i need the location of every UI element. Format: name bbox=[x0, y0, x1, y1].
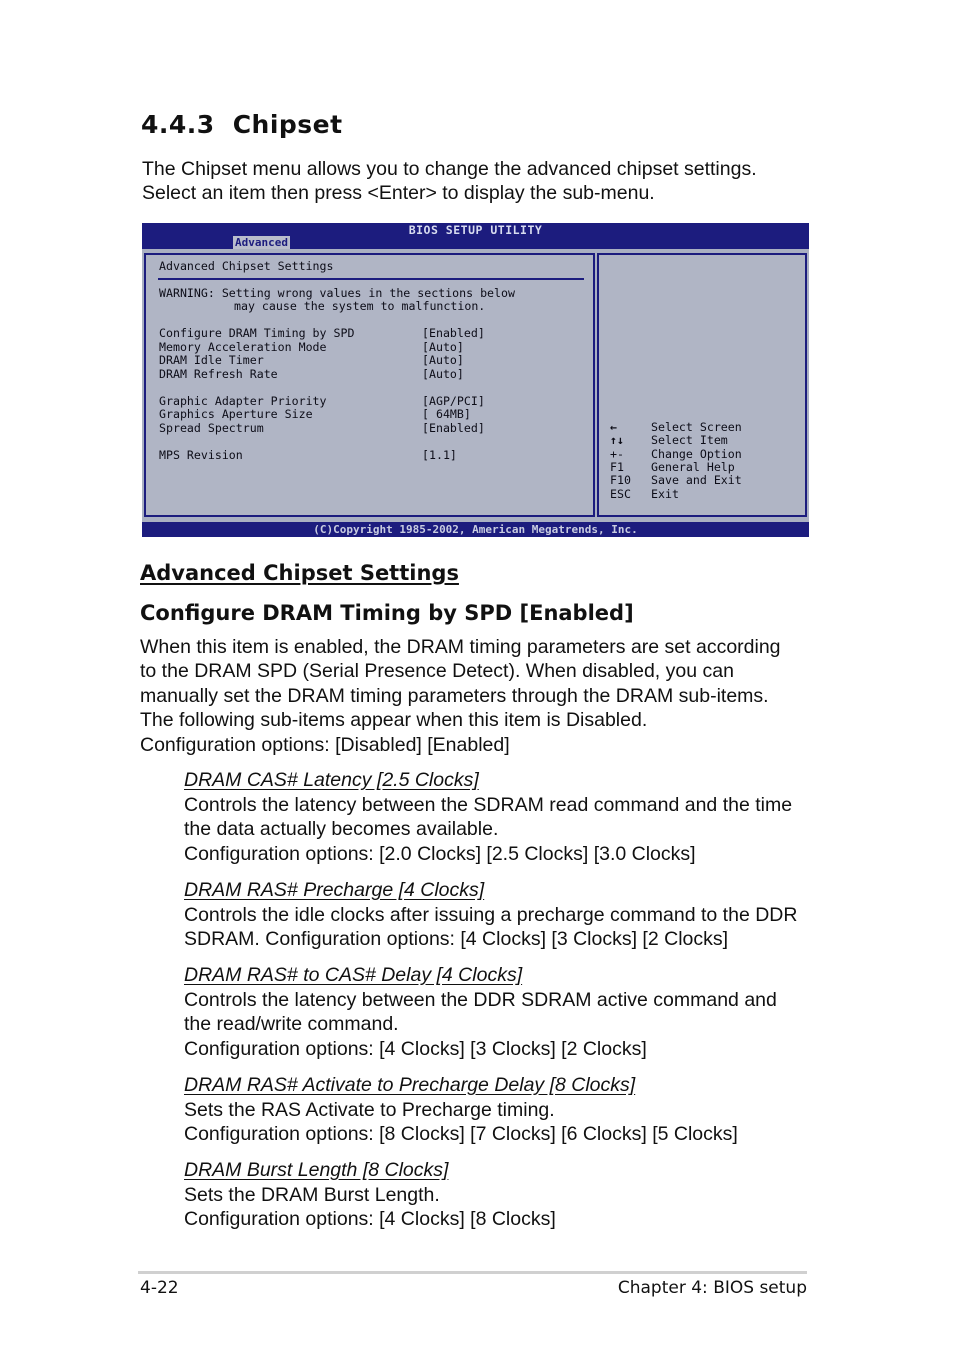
bios-title: BIOS SETUP UTILITY bbox=[408, 223, 543, 237]
left-arrow-icon: ← bbox=[610, 420, 617, 434]
bios-setting-value[interactable]: [Enabled] bbox=[422, 326, 485, 340]
desc-line: manually set the DRAM timing parameters through the DRAM sub-items. bbox=[140, 684, 769, 707]
subitem-line: Configuration options: [2.0 Clocks] [2.5 Clocks] [3.0 Clocks] bbox=[184, 842, 696, 865]
help-key: F10 bbox=[610, 473, 631, 487]
bios-tab-advanced[interactable]: Advanced bbox=[235, 236, 288, 249]
section-number: 4.4.3 bbox=[141, 110, 215, 139]
bios-copyright: (C)Copyright 1985-2002, American Megatrends, Inc. bbox=[313, 523, 638, 536]
subitem-line: Controls the latency between the SDRAM read command and the time bbox=[184, 794, 793, 816]
bios-setting-label[interactable]: Graphic Adapter Priority bbox=[159, 394, 327, 408]
help-desc: Change Option bbox=[651, 447, 742, 461]
subitem-title: DRAM RAS# Activate to Precharge Delay [8 Clocks] bbox=[184, 1074, 636, 1096]
subitem-line: Configuration options: [4 Clocks] [3 Clocks] [2 Clocks] bbox=[184, 1037, 647, 1060]
bios-setting-label[interactable]: DRAM Idle Timer bbox=[159, 353, 264, 367]
bios-setting-value[interactable]: [Auto] bbox=[422, 367, 464, 381]
bios-setting-value[interactable]: [Auto] bbox=[422, 353, 464, 367]
bios-setting-value[interactable]: [1.1] bbox=[422, 448, 457, 462]
subitem-line: Configuration options: [8 Clocks] [7 Clocks] [6 Clocks] [5 Clocks] bbox=[184, 1123, 738, 1146]
subitem-body bbox=[184, 1098, 738, 1147]
subitem-line: the read/write command. bbox=[184, 1013, 399, 1036]
desc-line: to the DRAM SPD (Serial Presence Detect). When disabled, you can bbox=[140, 660, 734, 683]
bios-warning: WARNING: Setting wrong values in the sections below bbox=[159, 286, 515, 300]
bios-setting-value[interactable]: [Enabled] bbox=[422, 421, 485, 435]
subitem-line: SDRAM. Configuration options: [4 Clocks] [3 Clocks] [2 Clocks] bbox=[184, 928, 729, 951]
up-down-arrow-icon: ↑↓ bbox=[610, 433, 624, 447]
help-desc: Exit bbox=[651, 487, 679, 501]
subitem-line: Configuration options: [4 Clocks] [8 Clocks] bbox=[184, 1208, 556, 1231]
item-description bbox=[140, 635, 781, 757]
subitem-line: Controls the latency between the DDR SDRAM active command and bbox=[184, 989, 777, 1011]
subitem-title: DRAM CAS# Latency [2.5 Clocks] bbox=[184, 769, 479, 791]
section-title: Chipset bbox=[232, 110, 343, 139]
subitem-line: Sets the RAS Activate to Precharge timing. bbox=[184, 1099, 555, 1121]
page-number: 4-22 bbox=[140, 1278, 179, 1298]
subsection-title: Advanced Chipset Settings bbox=[140, 561, 459, 585]
desc-line: The following sub-items appear when this item is Disabled. bbox=[140, 709, 648, 732]
bios-setting-label[interactable]: MPS Revision bbox=[159, 448, 243, 462]
footer-divider bbox=[138, 1271, 807, 1274]
help-desc: Select Item bbox=[651, 433, 728, 447]
help-desc: Save and Exit bbox=[651, 473, 742, 487]
subitem-line: Controls the idle clocks after issuing a precharge command to the DDR bbox=[184, 904, 798, 926]
bios-setting-value[interactable]: [AGP/PCI] bbox=[422, 394, 485, 408]
bios-section-divider bbox=[158, 278, 584, 280]
subitem-title: DRAM RAS# to CAS# Delay [4 Clocks] bbox=[184, 964, 523, 986]
section-heading bbox=[141, 110, 343, 139]
help-key: +- bbox=[610, 447, 624, 461]
bios-setting-value[interactable]: [ 64MB] bbox=[422, 407, 471, 421]
bios-section-title: Advanced Chipset Settings bbox=[159, 259, 334, 273]
bios-titlebar bbox=[142, 223, 809, 249]
help-key: ESC bbox=[610, 487, 631, 501]
item-heading: Configure DRAM Timing by SPD [Enabled] bbox=[140, 601, 634, 625]
section-intro bbox=[142, 157, 842, 205]
subitem-title: DRAM Burst Length [8 Clocks] bbox=[184, 1159, 449, 1181]
subitem-body bbox=[184, 793, 792, 866]
subitem-body bbox=[184, 903, 797, 952]
bios-setting-value[interactable]: [Auto] bbox=[422, 340, 464, 354]
desc-line: When this item is enabled, the DRAM timing parameters are set according bbox=[140, 636, 781, 658]
subitem-line: Sets the DRAM Burst Length. bbox=[184, 1184, 440, 1206]
help-key: F1 bbox=[610, 460, 624, 474]
subitem-line: the data actually becomes available. bbox=[184, 818, 499, 841]
subitem-body bbox=[184, 988, 777, 1061]
help-desc: Select Screen bbox=[651, 420, 742, 434]
intro-line: The Chipset menu allows you to change the advanced chipset settings. bbox=[142, 158, 757, 180]
bios-setting-label[interactable]: Memory Acceleration Mode bbox=[159, 340, 327, 354]
bios-warning: may cause the system to malfunction. bbox=[234, 299, 486, 313]
bios-screenshot bbox=[142, 223, 809, 537]
bios-setting-label[interactable]: Configure DRAM Timing by SPD bbox=[159, 326, 355, 340]
bios-footer bbox=[142, 522, 809, 537]
bios-setting-label[interactable]: Spread Spectrum bbox=[159, 421, 264, 435]
help-desc: General Help bbox=[651, 460, 735, 474]
subitem-title: DRAM RAS# Precharge [4 Clocks] bbox=[184, 879, 485, 901]
bios-setting-label[interactable]: DRAM Refresh Rate bbox=[159, 367, 278, 381]
intro-line: Select an item then press <Enter> to display the sub-menu. bbox=[142, 182, 655, 204]
subitem-body bbox=[184, 1183, 556, 1232]
chapter-label: Chapter 4: BIOS setup bbox=[617, 1278, 807, 1298]
desc-line: Configuration options: [Disabled] [Enabled] bbox=[140, 733, 510, 756]
bios-setting-label[interactable]: Graphics Aperture Size bbox=[159, 407, 313, 421]
